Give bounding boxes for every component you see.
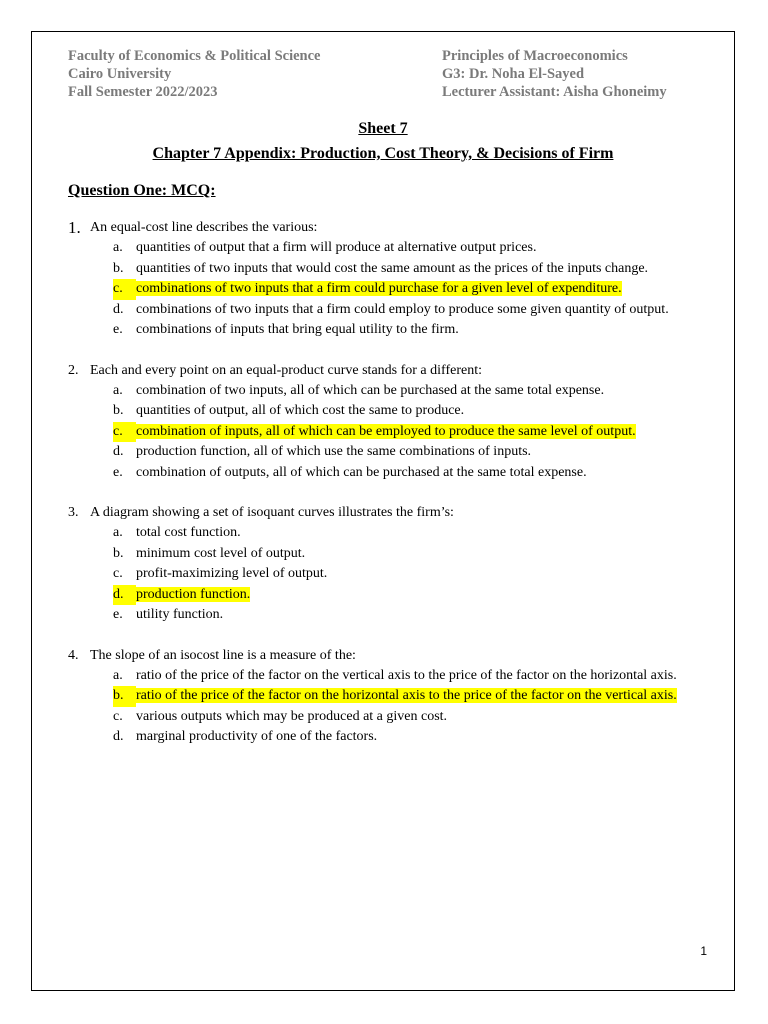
option-text: quantities of output, all of which cost the same to produce. bbox=[136, 403, 465, 418]
option-letter: b. bbox=[113, 403, 124, 418]
option-letter: b. bbox=[113, 545, 124, 561]
page-number: 1 bbox=[700, 944, 707, 958]
option-letter: c. bbox=[113, 566, 123, 581]
option-d bbox=[68, 442, 707, 463]
option-b bbox=[68, 259, 707, 280]
option-letter: a. bbox=[113, 240, 123, 255]
header-left bbox=[68, 47, 321, 101]
option-c bbox=[68, 564, 707, 585]
option-text: total cost function. bbox=[136, 525, 241, 540]
option-a bbox=[68, 238, 707, 259]
option-d bbox=[68, 727, 707, 748]
section-title: Question One: MCQ: bbox=[68, 182, 216, 199]
option-text: combination of outputs, all of which can be purchased at the same total expense. bbox=[136, 464, 587, 480]
option-text: combinations of two inputs that a firm could purchase for a given level of expenditure. bbox=[136, 281, 622, 296]
option-text: marginal productivity of one of the factors. bbox=[136, 729, 378, 744]
option-list bbox=[68, 238, 707, 341]
option-letter: a. bbox=[113, 525, 123, 540]
option-letter: e. bbox=[113, 607, 123, 622]
option-c-highlighted bbox=[68, 279, 707, 300]
option-e bbox=[68, 320, 707, 341]
option-d bbox=[68, 300, 707, 321]
option-letter: b. bbox=[113, 260, 124, 276]
option-letter: d. bbox=[113, 729, 124, 744]
chapter-title: Chapter 7 Appendix: Production, Cost Theory, & Decisions of Firm bbox=[152, 145, 614, 162]
question-number: 1. bbox=[68, 218, 81, 237]
option-letter: e. bbox=[113, 322, 123, 337]
option-b bbox=[68, 401, 707, 422]
option-text: production function, all of which use the same combinations of inputs. bbox=[136, 444, 532, 459]
question-list bbox=[68, 218, 707, 768]
question-stem bbox=[68, 646, 707, 666]
option-text: combinations of inputs that bring equal utility to the firm. bbox=[136, 322, 459, 337]
question-3 bbox=[68, 503, 707, 626]
option-text: quantities of output that a firm will produce at alternative output prices. bbox=[136, 240, 537, 255]
question-4 bbox=[68, 646, 707, 748]
option-text: ratio of the price of the factor on the horizontal axis to the price of the factor on the vertical axis. bbox=[136, 688, 677, 703]
option-list bbox=[68, 666, 707, 748]
option-text: profit-maximizing level of output. bbox=[136, 566, 328, 581]
option-a bbox=[68, 523, 707, 544]
option-letter: a. bbox=[113, 382, 123, 398]
question-number: 4. bbox=[68, 647, 79, 663]
option-text: utility function. bbox=[136, 607, 224, 622]
header-university: Cairo University bbox=[68, 66, 172, 82]
option-list bbox=[68, 381, 707, 484]
sheet-title: Sheet 7 bbox=[358, 120, 408, 137]
header-semester: Fall Semester 2022/2023 bbox=[68, 84, 218, 100]
option-letter: b. bbox=[113, 686, 136, 707]
question-stem bbox=[68, 218, 707, 238]
question-stem bbox=[68, 503, 707, 523]
option-letter: d. bbox=[113, 444, 124, 459]
option-text: combination of inputs, all of which can be employed to produce the same level of output. bbox=[136, 423, 636, 439]
option-letter: c. bbox=[113, 422, 136, 443]
question-text: Each and every point on an equal-product curve stands for a different: bbox=[90, 362, 482, 378]
option-a bbox=[68, 666, 707, 687]
question-number: 2. bbox=[68, 362, 79, 378]
option-text: combinations of two inputs that a firm could employ to produce some given quantity of output. bbox=[136, 301, 669, 317]
option-e bbox=[68, 463, 707, 484]
option-text: ratio of the price of the factor on the vertical axis to the price of the factor on the horizontal axis. bbox=[136, 667, 677, 683]
option-text: quantities of two inputs that would cost the same amount as the prices of the inputs change. bbox=[136, 260, 649, 276]
option-e bbox=[68, 605, 707, 626]
option-letter: c. bbox=[113, 279, 136, 300]
question-stem bbox=[68, 361, 707, 381]
option-letter: c. bbox=[113, 708, 123, 724]
question-text: The slope of an isocost line is a measure of the: bbox=[90, 647, 356, 663]
option-a bbox=[68, 381, 707, 402]
header-assistant: Lecturer Assistant: Aisha Ghoneimy bbox=[442, 84, 667, 100]
option-text: production function. bbox=[136, 586, 251, 602]
header-right bbox=[442, 47, 667, 101]
option-c bbox=[68, 707, 707, 728]
question-text: An equal-cost line describes the various: bbox=[90, 220, 318, 235]
question-number: 3. bbox=[68, 505, 79, 520]
header-instructor: G3: Dr. Noha El-Sayed bbox=[442, 66, 585, 82]
option-letter: d. bbox=[113, 585, 136, 606]
option-b bbox=[68, 544, 707, 565]
option-text: minimum cost level of output. bbox=[136, 545, 306, 561]
option-letter: e. bbox=[113, 464, 123, 480]
header-faculty: Faculty of Economics & Political Science bbox=[68, 48, 321, 64]
option-d-highlighted bbox=[68, 585, 707, 606]
option-text: combination of two inputs, all of which can be purchased at the same total expense. bbox=[136, 382, 605, 398]
option-b-highlighted bbox=[68, 686, 707, 707]
option-c-highlighted bbox=[68, 422, 707, 443]
question-1 bbox=[68, 218, 707, 341]
option-list bbox=[68, 523, 707, 626]
header-course: Principles of Macroeconomics bbox=[442, 48, 628, 64]
question-text: A diagram showing a set of isoquant curves illustrates the firm’s: bbox=[90, 505, 454, 520]
option-letter: a. bbox=[113, 667, 123, 683]
option-letter: d. bbox=[113, 301, 124, 317]
document-page bbox=[31, 31, 735, 991]
question-2 bbox=[68, 361, 707, 484]
option-text: various outputs which may be produced at a given cost. bbox=[136, 708, 448, 724]
